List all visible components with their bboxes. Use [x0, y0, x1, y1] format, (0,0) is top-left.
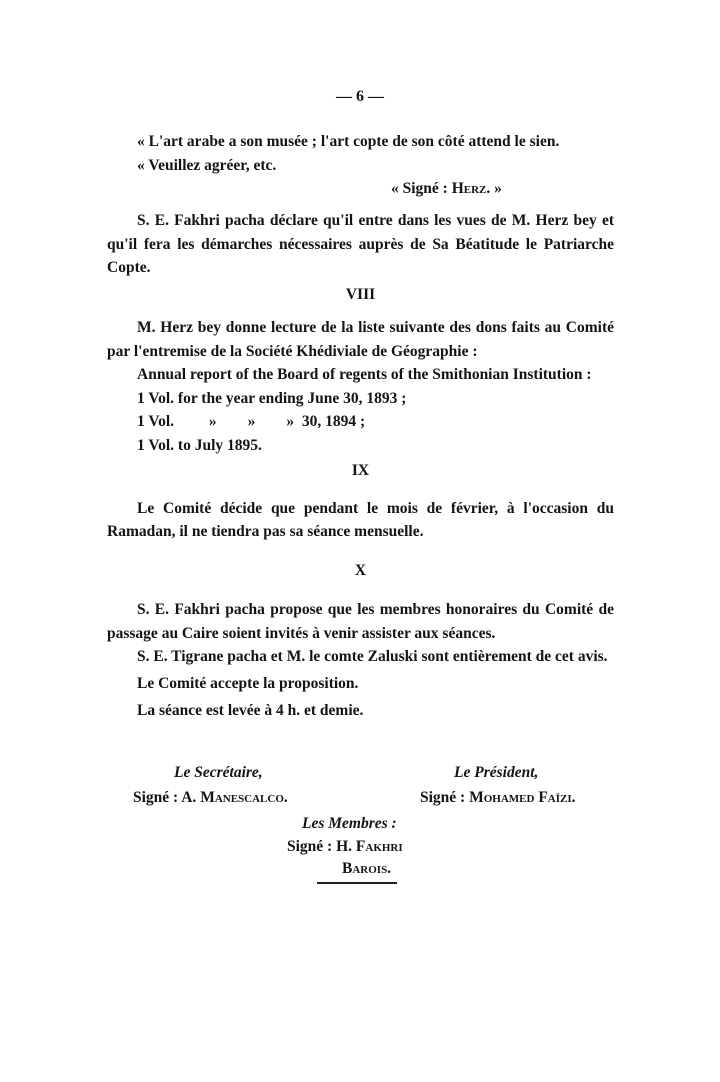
body-main — [107, 209, 614, 723]
letter-line-2: « Veuillez agréer, etc. — [137, 156, 277, 174]
membre-name-fakhri: Fakhri — [355, 838, 403, 855]
president-signature — [420, 786, 576, 810]
letter-signature-suffix: » — [490, 180, 502, 197]
secretaire-name: Manescalco. — [200, 789, 288, 806]
volume-line: 1 Vol. to July 1895. — [137, 436, 262, 454]
letter-signature-prefix: « Signé : — [391, 180, 452, 197]
president-signature-prefix: Signé : — [420, 789, 470, 806]
closing-rule — [317, 882, 397, 884]
president-name: Mohamed Faïzi. — [469, 789, 576, 806]
membre-name-barois: Barois. — [342, 860, 392, 877]
secretaire-signature-prefix: Signé : A. — [133, 789, 201, 806]
paragraph-ramadan: Le Comité décide que pendant le mois de février, à l'occasion du Ramadan, il ne tiendra pas sa séance mensuelle. — [107, 499, 614, 540]
secretaire-signature — [133, 786, 288, 810]
membres-title: Les Membres : — [302, 815, 397, 832]
paragraph-fakhri: S. E. Fakhri pacha déclare qu'il entre dans les vues de M. Herz bey et qu'il fera les démarches nécessaires auprès de Sa Béatitude le Patriarche Copte. — [107, 212, 614, 276]
paragraph-annual-report: Annual report of the Board of regents of the Smithonian Institution : — [137, 366, 592, 383]
line-accepte: Le Comité accepte la proposition. — [137, 674, 359, 692]
paragraph-honoraires: S. E. Fakhri pacha propose que les membres honoraires du Comité de passage au Caire soient invités à venir assister aux séances. — [107, 601, 614, 642]
letter-signature-name: Herz. — [451, 180, 491, 197]
paragraph-tigrane: S. E. Tigrane pacha et M. le comte Zaluski sont entièrement de cet avis. — [137, 648, 608, 665]
section-heading-ix: IX — [351, 462, 370, 479]
letter-line-1: « L'art arabe a son musée ; l'art copte de son côté attend le sien. — [137, 133, 560, 150]
membres-signature-prefix: Signé : H. — [287, 838, 356, 855]
section-heading-x: X — [354, 561, 367, 579]
secretaire-title: Le Secrétaire, — [174, 764, 263, 781]
page-number: — 6 — — [336, 88, 384, 105]
membres-signature — [287, 835, 403, 859]
letter-signature — [107, 177, 614, 201]
letter-closing — [107, 130, 614, 201]
volume-line: 1 Vol. for the year ending June 30, 1893 ; — [137, 389, 407, 407]
volume-line: 1 Vol. » » » 30, 1894 ; — [137, 413, 366, 430]
president-title: Le Président, — [454, 764, 539, 781]
section-heading-viii: VIII — [345, 285, 376, 303]
paragraph-herz: M. Herz bey donne lecture de la liste suivante des dons faits au Comité par l'entremise de la Société Khédiviale de Géographie : — [107, 319, 614, 360]
line-levee: La séance est levée à 4 h. et demie. — [137, 702, 364, 719]
